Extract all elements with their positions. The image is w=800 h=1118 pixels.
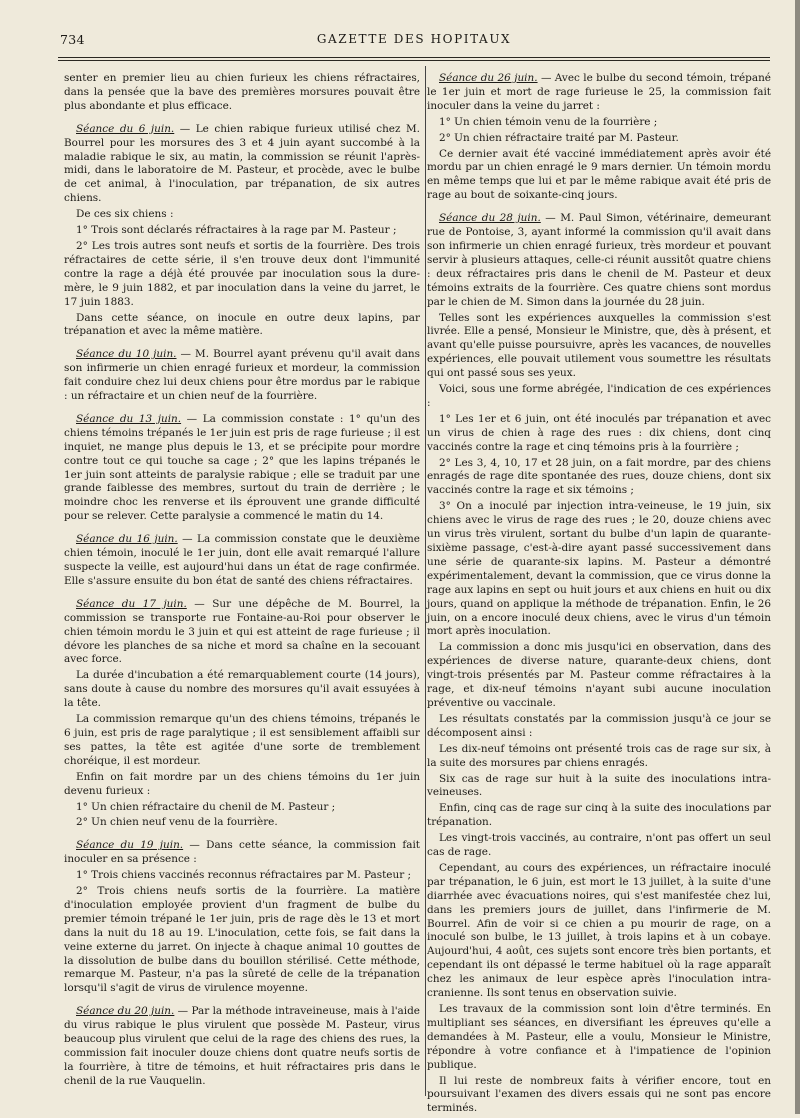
header-rule: [58, 57, 770, 58]
paragraph: 1° Un chien réfractaire du chenil de M. Pasteur ;: [76, 800, 336, 813]
paragraph: 2° Les trois autres sont neufs et sortis de la fourrière. Des trois réfractaires de cette série, il s'en trouve deux dont l'immunité contre la rage a déjà été prouvée par inoculation sous la dure-mère, le 9 juin 1882, et par inoculation dans la veine du jarret, le 17 juin 1883.: [64, 239, 420, 308]
seance-date: Séance du 20 juin.: [76, 1005, 175, 1018]
paragraph: Six cas de rage sur huit à la suite des inoculations intra-veineuses.: [427, 772, 771, 799]
seance-text: — Avec le bulbe du second témoin, trépané le 1er juin et mort de rage furieuse le 25, la commission fait inoculer dans la veine du jarret :: [427, 72, 771, 112]
seance-text: — La commission constate que le deuxième chien témoin, inoculé le 1er juin, dont elle avait remarqué l'allure suspecte la veille, est aujourd'hui dans un état de rage confirmée. Elle s'assure ensuite du bon état de santé des chiens réfractaires.: [64, 533, 420, 587]
paragraph: Dans cette séance, on inocule en outre deux lapins, par trépanation et avec la même matière.: [64, 311, 420, 338]
seance-paragraph: [64, 533, 420, 589]
paragraph: Enfin, cinq cas de rage sur cinq à la suite des inoculations par trépanation.: [427, 802, 771, 829]
paragraph: 2° Les 3, 4, 10, 17 et 28 juin, on a fait mordre, par des chiens enragés de rage dite spontanée des rues, douze chiens, dont six vaccinés contre la rage et six témoins ;: [427, 456, 771, 497]
paragraph: Enfin on fait mordre par un des chiens témoins du 1er juin devenu furieux :: [64, 770, 420, 797]
paragraph: 1° Un chien témoin venu de la fourrière ;: [439, 115, 658, 128]
seance-date: Séance du 13 juin.: [76, 412, 182, 425]
paragraph: Il lui reste de nombreux faits à vérifier encore, tout en poursuivant l'examen des divers essais qui ne sont pas encore terminés.: [427, 1074, 771, 1115]
seance-paragraph: [64, 348, 420, 404]
left-column: [64, 72, 420, 1091]
seance-text: — M. Bourrel ayant prévenu qu'il avait dans son infirmerie un chien enragé furieux et mordeur, la commission fait conduire chez lui deux chiens pour être mordus par le rabique : un réfractaire et un chien neuf de la fourrière.: [64, 348, 420, 403]
paragraph: Voici, sous une forme abrégée, l'indication de ces expériences :: [427, 383, 771, 409]
seance-paragraph: [64, 1005, 420, 1088]
seance-text: — M. Paul Simon, vétérinaire, demeurant rue de Pontoise, 3, ayant informé la commission qu'il avait dans son infirmerie un chien enragé furieux, très mordeur et pouvant servir à plusieurs attaques, celle-ci réunit aussitôt quatre chiens : deux réfractaires pris dans le chenil de M. Pasteur et deux témoins extraits de la fourrière. Ces quatre chiens sont mordus par le chien de M. Simon dans la journée du 28 juin.: [427, 212, 771, 308]
seance-text: — La commission constate : 1° qu'un des chiens témoins trépanés le 1er juin est pris de rage furieuse ; il est inquiet, ne mange plus depuis le 13, et se précipite pour mordre contre tout ce qui touche sa cage ; 2° que les lapins trépanés le 1er juin sont atteints de paralysie rabique ; elle se traduit par une grande faiblesse des membres, surtout du train de derrière ; le moindre choc les renverse et ils éprouvent une grande difficulté pour se relever. Cette paralysie a commencé le matin du 14.: [64, 412, 420, 523]
paragraph: 3° On a inoculé par injection intra-veineuse, le 19 juin, six chiens avec le virus de rage des rues ; le 20, douze chiens avec un virus très virulent, sortant du bulbe d'un lapin de quarante-sixième passage, c'est-à-dire ayant passé successivement dans une série de quarante-six lapins. M. Pasteur a démontré expérimentalement, devant la commission, que ce virus donne la rage aux lapins en sept ou huit jours et aux chiens en huit ou dix jours, quand on applique la méthode de trépanation. Enfin, le 26 juin, on a encore inoculé deux chiens, avec le virus d'un témoin mort après inoculation.: [427, 500, 771, 638]
seance-paragraph: [427, 212, 771, 309]
paragraph: 2° Un chien neuf venu de la fourrière.: [76, 816, 278, 829]
paragraph: Telles sont les expériences auxquelles la commission s'est livrée. Elle a pensé, Monsieur le Ministre, que, dès à présent, et avant qu'elle puisse poursuivre, après les vacances, de nouvelles expériences, elle pouvait utilement vous soumettre les résultats qui ont passé sous ses yeux.: [427, 311, 771, 380]
paragraph: Cependant, au cours des expériences, un réfractaire inoculé par trépanation, le 6 juin, est mort le 13 juillet, à la suite d'une diarrhée avec évacuations noires, qui s'est manifestée chez lui, dans les premiers jours de juillet, dans l'infirmerie de M. Bourrel. Afin de voir si ce chien a pu mourir de rage, on a inoculé son bulbe, le 13 juillet, à trois lapins et à un cobaye. Aujourd'hui, 4 août, ces sujets sont encore très bien portants, et cependant ils ont dépassé le terme habituel où la rage apparaît chez les animaux de leur espèce après l'inoculation intra-cranienne. Ils sont tenus en observation suivie.: [427, 861, 771, 1000]
seance-date: Séance du 6 juin.: [76, 122, 175, 135]
paragraph: 2° Un chien réfractaire traité par M. Pasteur.: [439, 131, 679, 144]
seance-paragraph: [64, 839, 420, 867]
seance-date: Séance du 10 juin.: [76, 348, 177, 361]
page-number: 734: [60, 32, 85, 47]
paragraph: Les dix-neuf témoins ont présenté trois cas de rage sur six, à la suite des morsures par chiens enragés.: [427, 742, 771, 769]
seance-date: Séance du 17 juin.: [76, 597, 187, 610]
paragraph: 1° Trois chiens vaccinés reconnus réfractaires par M. Pasteur ;: [76, 869, 412, 882]
paragraph: La commission a donc mis jusqu'ici en observation, dans des expériences de diverse nature, quarante-deux chiens, dont vingt-trois présentés par M. Pasteur comme réfractaires à la rage, et dix-neuf témoins n'ayant subi aucune inoculation préventive ou vaccinale.: [427, 641, 771, 709]
paragraph: 1° Les 1er et 6 juin, ont été inoculés par trépanation et avec un virus de chien à rage des rues : dix chiens, dont cinq vaccinés contre la rage et cinq témoins pris à la fourrière ;: [427, 412, 771, 453]
paragraph: 2° Trois chiens neufs sortis de la fourrière. La matière d'inoculation employée provient d'un fragment de bulbe du premier témoin trépané le 1er juin, pris de rage dès le 13 et mort dans la nuit du 18 au 19. L'inoculation, cette fois, se fait dans la veine externe du jarret. On injecte à chaque animal 10 gouttes de la dissolution de bulbe dans du bouillon stérilisé. Cette méthode, remarque M. Pasteur, n'a pas la sûreté de celle de la trépanation lorsqu'il s'agit de virus de virulence moyenne.: [64, 885, 420, 995]
seance-text: — Sur une dépêche de M. Bourrel, la commission se transporte rue Fontaine-au-Roi pour observer le chien témoin mordu le 3 juin et qui est atteint de rage furieuse ; il dévore les planches de sa niche et mord sa chaîne en la secouant avec force.: [64, 597, 420, 666]
seance-paragraph: [64, 123, 420, 206]
paragraph: La commission remarque qu'un des chiens témoins, trépanés le 6 juin, est pris de rage paralytique ; il est sensiblement affaibli sur ses pattes, la tête est agitée d'une sorte de tremblement choréique, il est mordeur.: [64, 713, 420, 767]
seance-text: — Par la méthode intraveineuse, mais à l'aide du virus rabique le plus virulent que possède M. Pasteur, virus beaucoup plus virulent que celui de la rage des chiens des rues, la commission fait inoculer douze chiens dont quatre neufs sortis de la fourrière, à titre de témoins, et huit réfractaires pris dans le chenil de la rue Vauquelin.: [64, 1005, 420, 1087]
seance-paragraph: [64, 598, 420, 668]
seance-paragraph: [64, 413, 420, 524]
seance-date: Séance du 19 juin.: [76, 839, 184, 852]
page-header: [58, 30, 770, 52]
seance-date: Séance du 26 juin.: [439, 72, 538, 84]
seance-paragraph: [427, 72, 771, 114]
page-edge: [795, 0, 800, 1114]
header-rule-thin: [58, 60, 770, 61]
paragraph: 1° Trois sont déclarés réfractaires à la rage par M. Pasteur ;: [76, 224, 397, 237]
seance-text: — Le chien rabique furieux utilisé chez M. Bourrel pour les morsures des 3 et 4 juin ayant succombé à la maladie rabique le six, au matin, la commission se réunit l'après-midi, dans le laboratoire de M. Pasteur, et procède, avec le bulbe de cet animal, à l'inoculation, par trépanation, de six autres chiens.: [64, 122, 420, 205]
seance-date: Séance du 16 juin.: [76, 533, 178, 546]
paragraph: La durée d'incubation a été remarquablement courte (14 jours), sans doute à cause du nombre des morsures qu'il avait essuyées à la tête.: [64, 669, 420, 710]
paragraph: De ces six chiens :: [76, 208, 174, 221]
seance-text: — Dans cette séance, la commission fait inoculer en sa présence :: [64, 839, 420, 866]
seance-date: Séance du 28 juin.: [439, 212, 541, 225]
journal-title: GAZETTE DES HOPITAUX: [316, 32, 512, 46]
paragraph: senter en premier lieu au chien furieux les chiens réfractaires, dans la pensée que la bave des premières morsures pouvait être plus abondante et plus efficace.: [64, 72, 420, 112]
paragraph: Les résultats constatés par la commission jusqu'à ce jour se décomposent ainsi :: [427, 712, 771, 739]
column-divider: [425, 66, 426, 1096]
right-column: [427, 72, 771, 1118]
paragraph: Les travaux de la commission sont loin d'être terminés. En multipliant ses séances, en diversifiant les épreuves qu'elle a demandées à M. Pasteur, elle a voulu, Monsieur le Ministre, répondre à votre confiance et à l'impatience de l'opinion publique.: [427, 1003, 771, 1071]
paragraph: Ce dernier avait été vacciné immédiatement après avoir été mordu par un chien enragé le 9 mars dernier. Un témoin mordu en même temps que lui et par le même rabique avait été pris de rage au bout de soixante-cinq jours.: [427, 147, 771, 202]
paragraph: Les vingt-trois vaccinés, au contraire, n'ont pas offert un seul cas de rage.: [427, 832, 771, 859]
